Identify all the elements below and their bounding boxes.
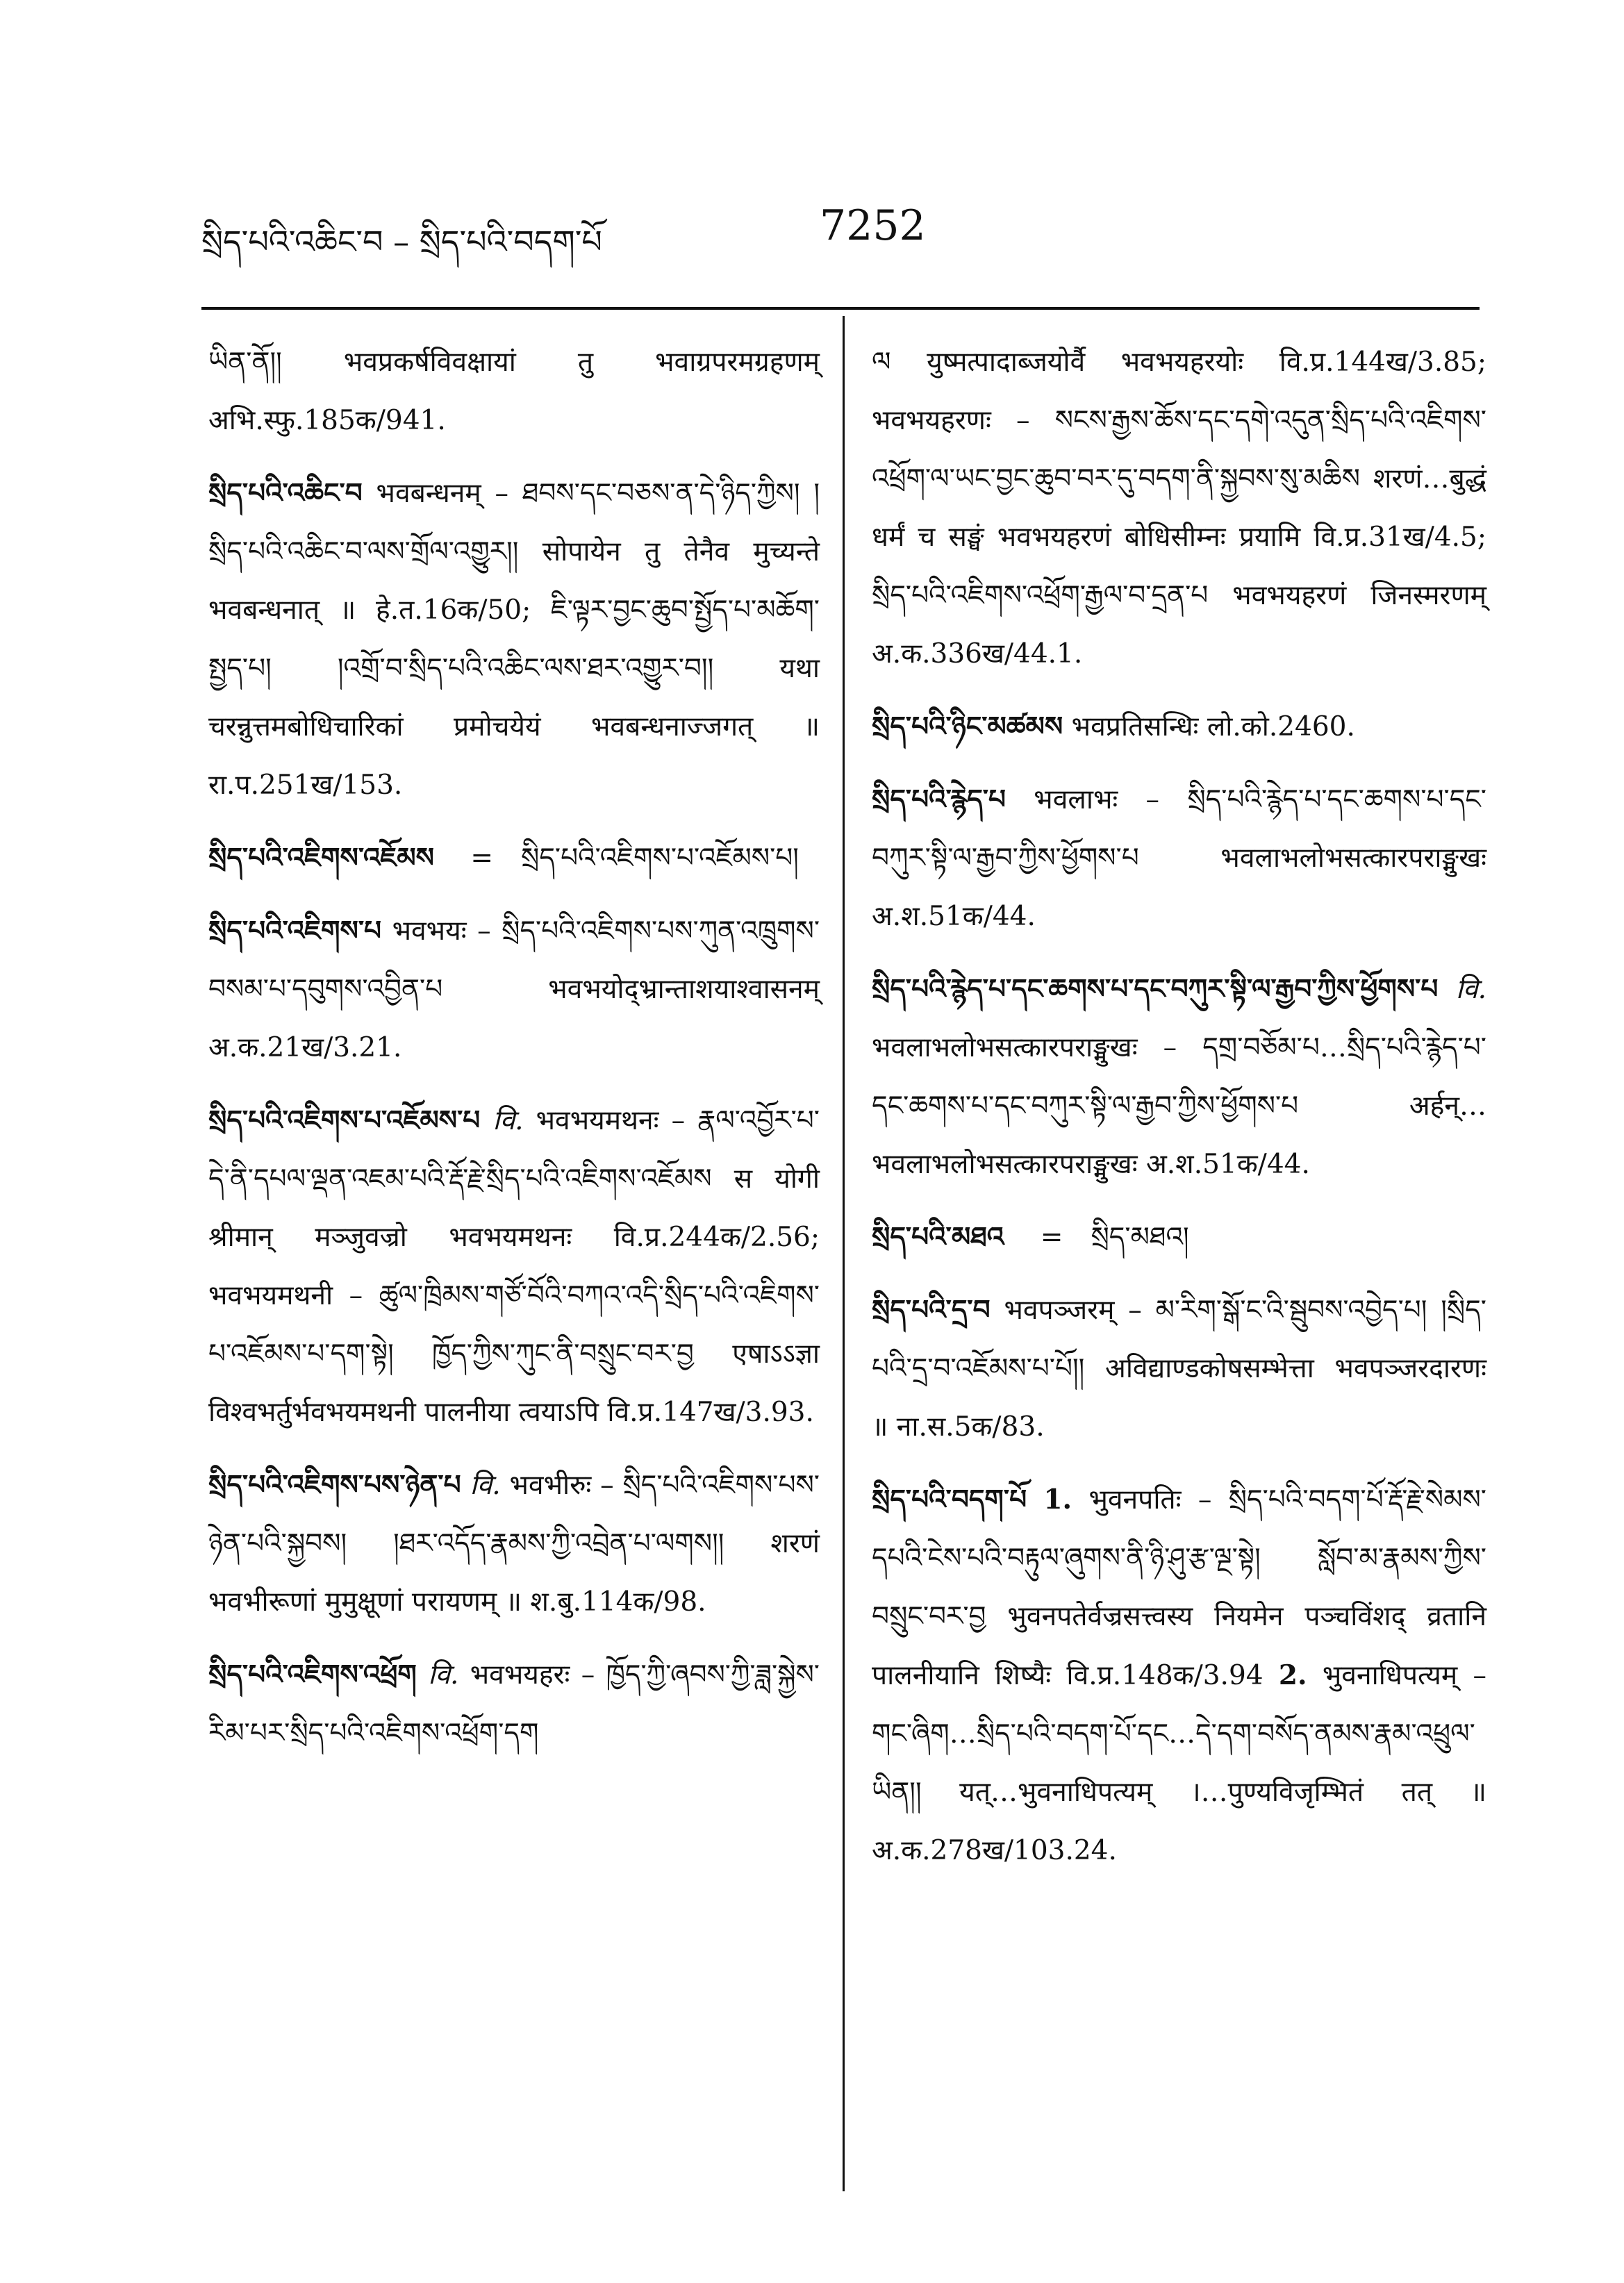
dictionary-entry xyxy=(208,902,820,1077)
entry-text: ལ युष्मत्पादाब्जयोर्वै भवभयहरयोः वि.प्र.144ख/3.85; भवभयहरणः – སངས་རྒྱས་ཆོས་དང་དགེ་འདུན་སྲིད་པའི་འཇིགས་འཕྲོག་ལ་ཡང་བྱང་ཆུབ་བར་དུ་བདག་ནི་སྐྱབས་སུ་མཆིས शरणं…बुद्धं धर्मं च सङ्घं भवभयहरणं बोधिसीम्नः प्रयामि वि.प्र.31ख/4.5; སྲིད་པའི་འཇིགས་འཕྲོག་རྒྱལ་བ་དྲན་པ भवभयहरणं जिनस्मरणम् अ.क.336ख/44.1. xyxy=(872,347,1486,670)
sense-number: 2. xyxy=(1278,1659,1307,1691)
entry-text: भवभयहरः – ཁྱོད་ཀྱི་ཞབས་ཀྱི་ཟླ་སྐྱེས་རིམ་པར་སྲིད་པའི་འཇིགས་འཕྲོག་དག xyxy=(208,1659,820,1749)
dictionary-entry xyxy=(872,960,1486,1194)
entry-text: ཡིན་ནོ།། भवप्रकर्षविवक्षायां तु भवाग्रपरमग्रहणम् अभि.स्फु.185क/941. xyxy=(208,347,820,436)
dictionary-entry xyxy=(208,464,820,815)
dictionary-entry xyxy=(872,1208,1486,1267)
grammar-tag: वि. xyxy=(428,1659,459,1691)
sense-number: 1. xyxy=(1043,1484,1072,1516)
dictionary-entry xyxy=(872,697,1486,756)
headword: སྲིད་པའི་མཐའ xyxy=(872,1221,1004,1253)
headword: སྲིད་པའི་འཇིགས་འཇོམས xyxy=(208,842,434,874)
entry-text: भुवनपतिः – སྲིད་པའི་བདག་པོ་རྡོ་རྗེ་སེམས་དཔའི་ངེས་པའི་བརྟུལ་ཞུགས་ནི་ཉི་ཤུ་རྩ་ལྔ་སྟེ། སློབ་མ་རྣམས་ཀྱིས་བསྲུང་བར་བྱ भुवनपतेर्वज्रसत्त्वस्य नियमेन पञ्चविंशद् व्रतानि पालनीयानि शिष्यैः वि.प्र.148क/3.94 xyxy=(872,1484,1486,1691)
entry-text: भवबन्धनम् – ཐབས་དང་བཅས་ན་དེ་ཉིད་ཀྱིས། །སྲིད་པའི་འཆིང་བ་ལས་གྲོལ་འགྱུར།། सोपायेन तु तेनैव मुच्यन्ते भवबन्धनात् ॥ हे.त.16क/50; ཇི་ལྟར་བྱང་ཆུབ་སྤྱོད་པ་མཆོག་སྤྱད་པ། །འགྲོ་བ་སྲིད་པའི་འཆིང་ལས་ཐར་འགྱུར་བ།། यथा चरन्नुत्तमबोधिचारिकां प्रमोचयेयं भवबन्धनाज्जगत् ॥ रा.प.251ख/153. xyxy=(208,478,820,801)
right-column xyxy=(872,333,1486,1894)
grammar-tag: वि. xyxy=(1455,974,1486,1005)
entry-text: भवभयमथनः – རྣལ་འབྱོར་པ་དེ་ནི་དཔལ་ལྡན་འཇམ་པའི་རྡོ་རྗེ་སྲིད་པའི་འཇིགས་འཇོམས स योगी श्रीमान् मञ्जुवज्रो भवभयमथनः वि.प्र.244क/2.56; भवभयमथनी – ཚུལ་ཁྲིམས་གཙོ་བོའི་བཀའ་འདི་སྲིད་པའི་འཇིགས་པ་འཇོམས་པ་དག་སྟེ། ཁྱོད་ཀྱིས་ཀུང་ནི་བསྲུང་བར་བྱ एषाऽऽज्ञा विश्वभर्तुर्भवभयमथनी पालनीया त्वयाऽपि वि.प्र.147ख/3.93. xyxy=(208,1105,820,1428)
page-number: 7252 xyxy=(820,201,926,250)
dictionary-entry xyxy=(872,1281,1486,1456)
dictionary-entry xyxy=(872,1470,1486,1880)
equals-sign: = xyxy=(470,842,494,874)
dictionary-entry xyxy=(208,1091,820,1442)
header-rule xyxy=(201,307,1480,310)
headword: སྲིད་པའི་འཇིགས་པས་ཉེན་པ xyxy=(208,1469,461,1501)
entry-text: भवलाभः – སྲིད་པའི་རྙེད་པ་དང་ཆགས་པ་དང་བཀུར་སྟི་ལ་རྒྱབ་ཀྱིས་ཕྱོགས་པ भवलाभलोभसत्कारपराङ्मुखः अ.श.51क/44. xyxy=(872,784,1486,932)
page-header xyxy=(201,201,1480,264)
equals-sign: = xyxy=(1040,1222,1063,1253)
entry-text: भवप्रतिसन्धिः लो.को.2460. xyxy=(1071,711,1355,742)
left-column xyxy=(208,333,820,1777)
dictionary-entry xyxy=(872,770,1486,946)
grammar-tag: वि. xyxy=(492,1105,524,1136)
running-head: སྲིད་པའི་འཆིང་བ – སྲིད་པའི་བདག་པོ xyxy=(201,223,602,260)
entry-text: भुवनाधिपत्यम् – གང་ཞིག…སྲིད་པའི་བདག་པོ་དང…དེ་དག་བསོད་ནམས་རྣམ་འཕྲུལ་ཡིན།། यत्…भुवनाधिपत्यम् ।…पुण्यविजृम्भितं तत् ॥ अ.क.278ख/103.24. xyxy=(872,1660,1487,1866)
entry-text: भवभीरुः – སྲིད་པའི་འཇིགས་པས་ཉེན་པའི་སྐྱབས། །ཐར་འདོད་རྣམས་ཀྱི་འབྲེན་པ་ལགས།། शरणं भवभीरूणां मुमुक्षूणां परायणम् ॥ श.बु.114क/98. xyxy=(208,1470,820,1618)
entry-continuation xyxy=(872,333,1486,683)
column-divider xyxy=(843,316,845,2191)
dictionary-entry xyxy=(208,829,820,888)
headword: སྲིད་པའི་རྙེད་པ་དང་ཆགས་པ་དང་བཀུར་སྟི་ལ་རྒྱབ་ཀྱིས་ཕྱོགས་པ xyxy=(872,973,1439,1005)
headword: སྲིད་པའི་འཇིགས་པ xyxy=(208,915,382,947)
entry-text: སྲིད་པའི་འཇིགས་པ་འཇོམས་པ། xyxy=(521,842,799,874)
headword: སྲིད་པའི་ཉིང་མཚམས xyxy=(872,711,1063,742)
entry-text: भवलाभलोभसत्कारपराङ्मुखः – དགྲ་བཅོམ་པ…སྲིད་པའི་རྙེད་པ་དང་ཆགས་པ་དང་བཀུར་སྟི་ལ་རྒྱབ་ཀྱིས་ཕྱོགས་པ अर्हन्…भवलाभलोभसत्कारपराङ्मुखः अ.श.51क/44. xyxy=(872,1032,1486,1180)
headword: སྲིད་པའི་བདག་པོ xyxy=(872,1484,1027,1516)
headword: སྲིད་པའི་འཇིགས་འཕྲོག xyxy=(208,1659,417,1691)
headword: སྲིད་པའི་དྲ་བ xyxy=(872,1294,991,1326)
headword: སྲིད་པའི་འཆིང་བ xyxy=(208,477,363,509)
dictionary-entry xyxy=(208,1645,820,1763)
entry-text: भवपञ्जरम् – མ་རིག་སྒོ་ང་འི་སྦུབས་འབྱེད་པ། །སྲིད་པའི་དྲ་བ་འཇོམས་པ་པོ།། अविद्याण्डकोषसम्भेत्ता भवपञ्जरदारणः ॥ ना.स.5क/83. xyxy=(872,1295,1486,1443)
dictionary-entry xyxy=(208,1456,820,1632)
grammar-tag: वि. xyxy=(470,1470,501,1501)
entry-text: སྲིད་མཐའ། xyxy=(1091,1222,1189,1253)
headword: སྲིད་པའི་རྙེད་པ xyxy=(872,783,1006,815)
entry-continuation xyxy=(208,333,820,450)
entry-text: भवभयः – སྲིད་པའི་འཇིགས་པས་ཀུན་འཁྲུགས་བསམ་པ་དབུགས་འབྱིན་པ भवभयोद्भ्रान्ताशयाश्वासनम् अ.क.21ख/3.21. xyxy=(208,915,820,1063)
headword: སྲིད་པའི་འཇིགས་པ་འཇོམས་པ xyxy=(208,1104,481,1136)
